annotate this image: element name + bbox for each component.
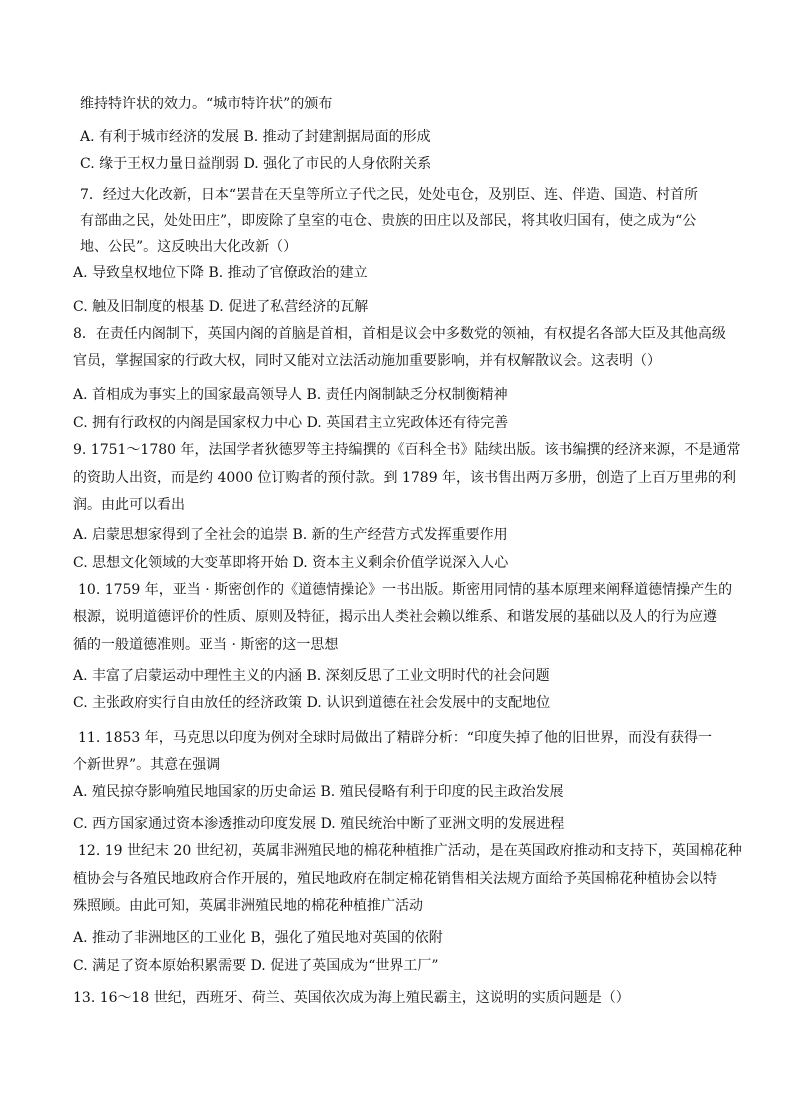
option-line: C. 拥有行政权的内阁是国家权力中心 D. 英国君主立宪政体还有待完善 — [73, 415, 509, 431]
question-line: 个新世界”。其意在强调 — [73, 757, 221, 773]
option-line: C. 西方国家通过资本渗透推动印度发展 D. 殖民统治中断了亚洲文明的发展进程 — [73, 816, 565, 832]
question-line: 官员，掌握国家的行政大权，同时又能对立法活动施加重要影响，并有权解散议会。这表明（） — [73, 353, 661, 369]
option-line: C. 缘于王权力量日益削弱 D. 强化了市民的人身依附关系 — [80, 156, 432, 172]
option-line: C. 满足了资本原始积累需要 D. 促进了英国成为“世界工厂” — [73, 958, 439, 974]
question-line: 根源，说明道德评价的性质、原则及特征，揭示出人类社会赖以维系、和谐发展的基础以及人的行为应遵 — [73, 609, 717, 625]
option-line: C. 主张政府实行自由放任的经济政策 D. 认识到道德在社会发展中的支配地位 — [73, 695, 551, 711]
option-line: A. 首相成为事实上的国家最高领导人 B. 责任内阁制缺乏分权制衡精神 — [73, 387, 508, 403]
option-line: C. 思想文化领域的大变革即将开始 D. 资本主义剩余价值学说深入人心 — [73, 555, 509, 571]
option-line: C. 触及旧制度的根基 D. 促进了私营经济的瓦解 — [73, 299, 369, 315]
question-line: 润。由此可以看出 — [73, 497, 185, 513]
text-line: 维持特许状的效力。“城市特许状”的颁布 — [80, 96, 333, 112]
option-line: A. 殖民掠夺影响殖民地国家的历史命运 B. 殖民侵略有利于印度的民主政治发展 — [73, 784, 564, 800]
option-line: A. 启蒙思想家得到了全社会的追崇 B. 新的生产经营方式发挥重要作用 — [73, 527, 508, 543]
option-line: A. 推动了非洲地区的工业化 B，强化了殖民地对英国的依附 — [73, 930, 443, 946]
question-line: 循的一般道德准则。亚当 · 斯密的这一思想 — [73, 637, 339, 653]
question-line: 13. 16～18 世纪，西班牙、荷兰、英国依次成为海上殖民霸主，这说明的实质问题是（） — [73, 990, 630, 1006]
question-line: 植协会与各殖民地政府合作开展的，殖民地政府在制定棉花销售相关法规方面给予英国棉花种植协会以特 — [73, 871, 717, 887]
question-line: 12. 19 世纪末 20 世纪初，英属非洲殖民地的棉花种植推广活动，是在英国政府推动和支持下，英国棉花种 — [78, 843, 742, 859]
option-line: A. 有利于城市经济的发展 B. 推动了封建割据局面的形成 — [80, 129, 431, 145]
question-line: 10. 1759 年，亚当 · 斯密创作的《道德情操论》一书出版。斯密用同情的基本原理来阐释道德情操产生的 — [78, 582, 733, 598]
question-line: 7．经过大化改新，日本“罢昔在天皇等所立子代之民，处处屯仓，及别臣、连、伴造、国造、村首所 — [80, 187, 699, 203]
question-line: 有部曲之民，处处田庄”，即废除了皇室的屯仓、贵族的田庄以及部民，将其收归国有，使之成为“公 — [80, 213, 697, 229]
question-line: 地、公民”。这反映出大化改新（） — [80, 239, 298, 255]
option-line: A. 丰富了启蒙运动中理性主义的内涵 B. 深刻反思了工业文明时代的社会问题 — [73, 668, 550, 684]
question-line: 的资助人出资，而是约 4000 位订购者的预付款。到 1789 年，该书售出两万多册，创造了上百万里弗的利 — [73, 470, 737, 486]
question-line: 殊照顾。由此可知，英属非洲殖民地的棉花种植推广活动 — [73, 898, 423, 914]
question-line: 8．在责任内阁制下，英国内阁的首脑是首相，首相是议会中多数党的领袖，有权提名各部大臣及其他高级 — [73, 326, 726, 342]
option-line: A. 导致皇权地位下降 B. 推动了官僚政治的建立 — [73, 265, 368, 281]
question-line: 9. 1751～1780 年，法国学者狄德罗等主持编撰的《百科全书》陆续出版。该书编撰的经济来源，不是通常 — [73, 442, 741, 458]
question-line: 11. 1853 年，马克思以印度为例对全球时局做出了精辟分析：“印度失掉了他的旧世界，而没有获得一 — [78, 730, 712, 746]
